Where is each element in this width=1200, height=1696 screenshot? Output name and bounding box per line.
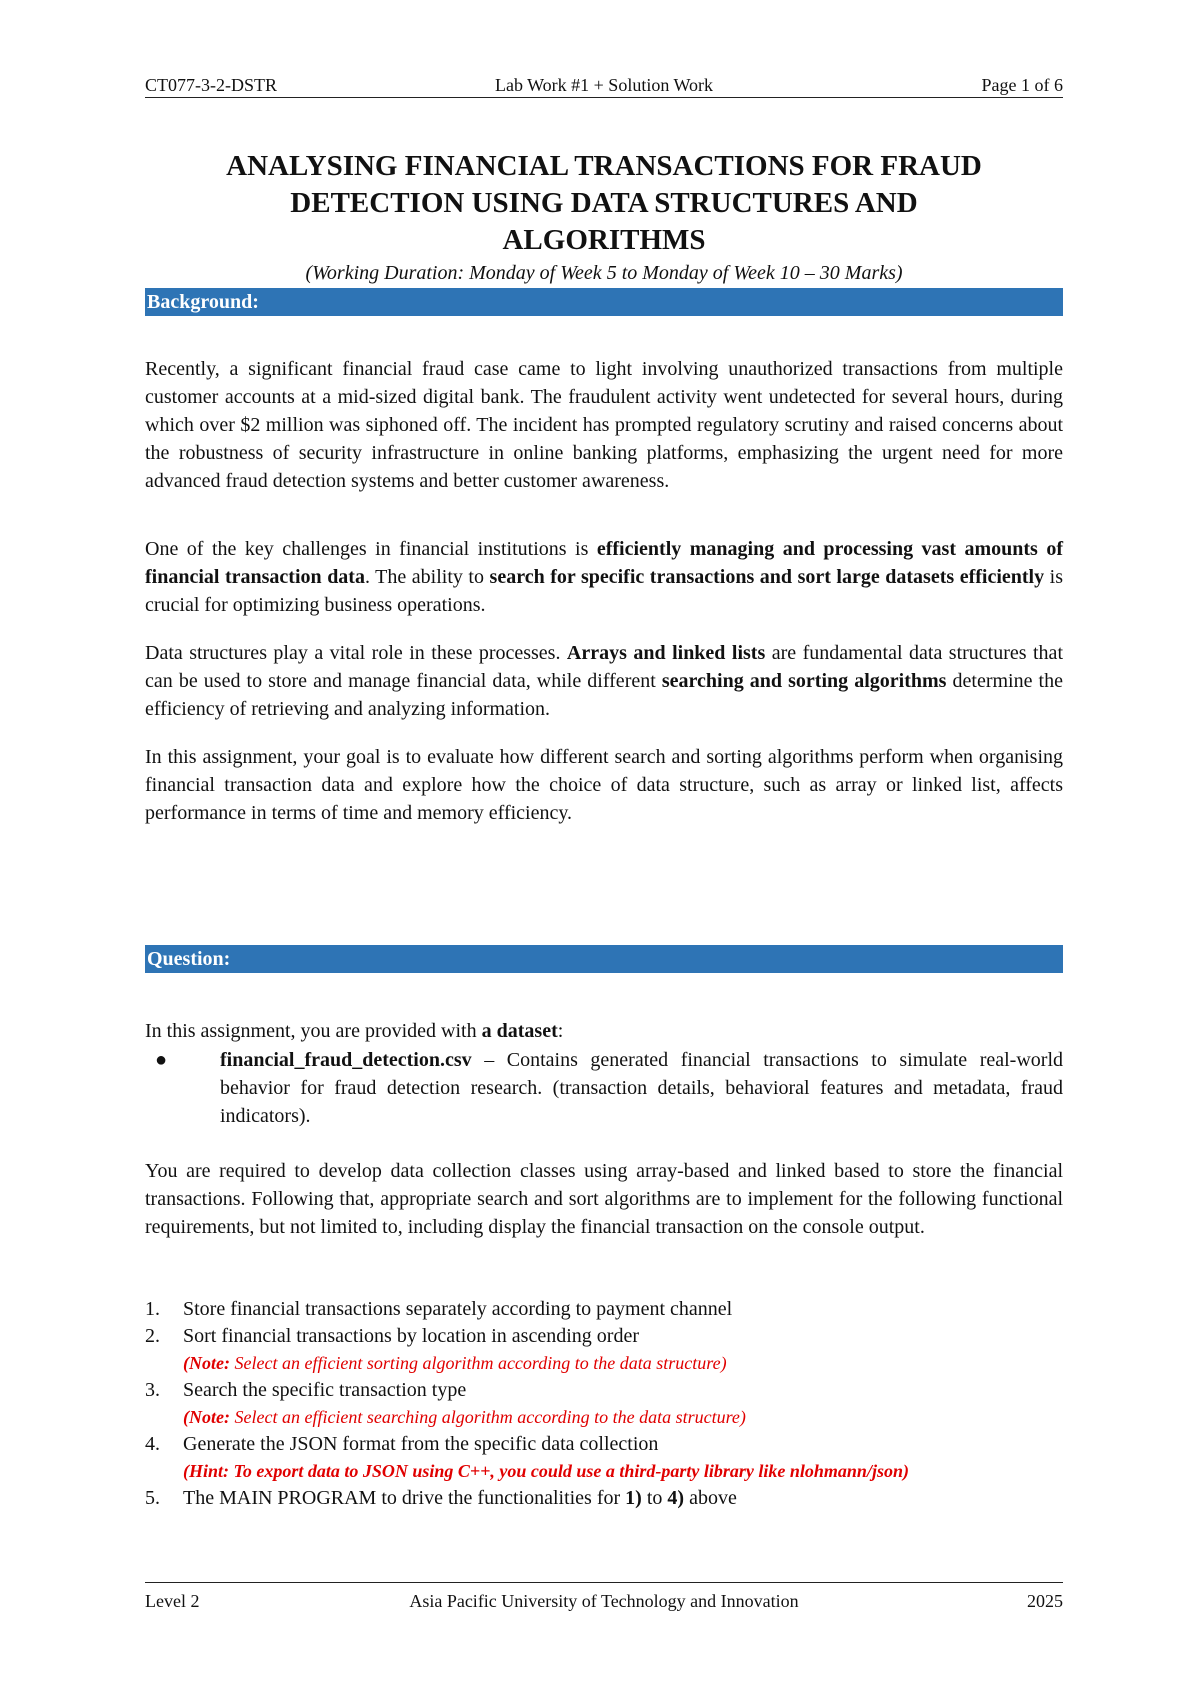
header-document-title: Lab Work #1 + Solution Work [494, 75, 714, 95]
text-run: are fundamental data structures that can be used to store and manage financial data, while different [145, 642, 1063, 692]
text-run: is crucial for optimizing business operations. [145, 566, 1063, 616]
list-item [145, 1323, 1063, 1350]
question-intro [145, 1017, 1063, 1045]
note-text: Select an efficient searching algorithm according to the data structure) [229, 1407, 746, 1427]
list-item [145, 1377, 1063, 1404]
background-paragraph-3 [145, 639, 1063, 723]
list-item [145, 1485, 1063, 1512]
sorting-note [145, 1350, 1063, 1377]
background-heading: Background: [145, 288, 1063, 316]
list-item-text: Generate the JSON format from the specific data collection [183, 1433, 659, 1455]
text-run: : [557, 1020, 564, 1042]
background-paragraph-1: Recently, a significant financial fraud case came to light involving unauthorized transactions from multiple customer accounts at a mid-sized digital bank. The fraudulent activity went undetected for several hours, during which over $2 million was siphoned off. The incident has prompted regulatory scrutiny and raised concerns about the robustness of security infrastructure in online banking platforms, emphasizing the urgent need for more advanced fraud detection systems and better customer awareness. [145, 358, 1063, 492]
text-run: One of the key challenges in financial institutions is [145, 538, 597, 560]
emphasis-text: 4) [667, 1487, 685, 1509]
list-item [145, 1296, 1063, 1323]
text-run: Data structures play a vital role in these processes. [145, 642, 567, 664]
text-run: In this assignment, you are provided with [145, 1020, 482, 1042]
page-footer [145, 1582, 1063, 1613]
note-label: (Note: [183, 1407, 230, 1427]
emphasis-text: search for specific transactions and sort large datasets efficiently [489, 566, 1045, 588]
question-heading: Question: [145, 945, 1063, 973]
dataset-description [220, 1046, 1063, 1130]
background-paragraph-4: In this assignment, your goal is to evaluate how different search and sorting algorithms perform when organising financial transaction data and explore how the choice of data structure, such as array or linked list, affects performance in terms of time and memory efficiency. [145, 746, 1063, 824]
header-page-number: Page 1 of 6 [981, 75, 1063, 95]
text-run: determine the efficiency of retrieving and analyzing information. [145, 670, 1063, 720]
list-item-text: Store financial transactions separately according to payment channel [183, 1298, 733, 1320]
requirements-list [145, 1296, 1063, 1512]
emphasis-text: a dataset [481, 1020, 558, 1042]
header-course-code: CT077-3-2-DSTR [145, 75, 277, 95]
working-duration: (Working Duration: Monday of Week 5 to Monday of Week 10 – 30 Marks) [305, 262, 903, 284]
background-paragraph-2 [145, 535, 1063, 619]
emphasis-text: searching and sorting algorithms [661, 670, 947, 692]
list-item-text: Search the specific transaction type [183, 1379, 467, 1401]
footer-level: Level 2 [145, 1591, 200, 1611]
text-run: to [641, 1487, 668, 1509]
list-item-text: Sort financial transactions by location in ascending order [183, 1325, 639, 1347]
text-run: . The ability to [364, 566, 490, 588]
list-number: 2. [145, 1325, 160, 1347]
text-run: – Contains generated financial transactions to simulate real-world behavior for fraud detection research. (transaction details, behavioral features and metadata, fraud indicators). [220, 1049, 1063, 1127]
document-title [145, 148, 1063, 259]
list-number: 5. [145, 1487, 160, 1509]
list-item [145, 1431, 1063, 1458]
list-item-text: The MAIN PROGRAM to drive the functionalities for [183, 1487, 626, 1509]
searching-note [145, 1404, 1063, 1431]
title-line-1: ANALYSING FINANCIAL TRANSACTIONS FOR FRAUD [226, 150, 982, 182]
emphasis-text: 1) [625, 1487, 642, 1509]
note-label: (Note: [183, 1353, 230, 1373]
text-run: above [684, 1487, 737, 1509]
bullet-icon: ● [155, 1049, 168, 1071]
json-hint: (Hint: To export data to JSON using C++, you could use a third-party library like nlohmann/json) [183, 1461, 909, 1481]
list-number: 1. [145, 1298, 160, 1320]
dataset-filename: financial_fraud_detection.csv [220, 1049, 472, 1071]
question-paragraph-2: You are required to develop data collection classes using array-based and linked based to store the financial transactions. Following that, appropriate search and sort algorithms are to implement for the following functional requirements, but not limited to, including display the financial transaction on the console output. [145, 1160, 1063, 1238]
footer-university: Asia Pacific University of Technology and Innovation [409, 1591, 799, 1611]
list-number: 3. [145, 1379, 160, 1401]
note-text: Select an efficient sorting algorithm according to the data structure) [229, 1353, 727, 1373]
page-header [145, 73, 1063, 98]
list-number: 4. [145, 1433, 160, 1455]
title-line-2: DETECTION USING DATA STRUCTURES AND [290, 187, 918, 219]
title-line-3: ALGORITHMS [502, 224, 706, 256]
footer-year: 2025 [1027, 1591, 1063, 1611]
emphasis-text: efficiently managing and processing vast amounts of financial transaction data [145, 538, 1063, 588]
emphasis-text: Arrays and linked lists [566, 642, 766, 664]
